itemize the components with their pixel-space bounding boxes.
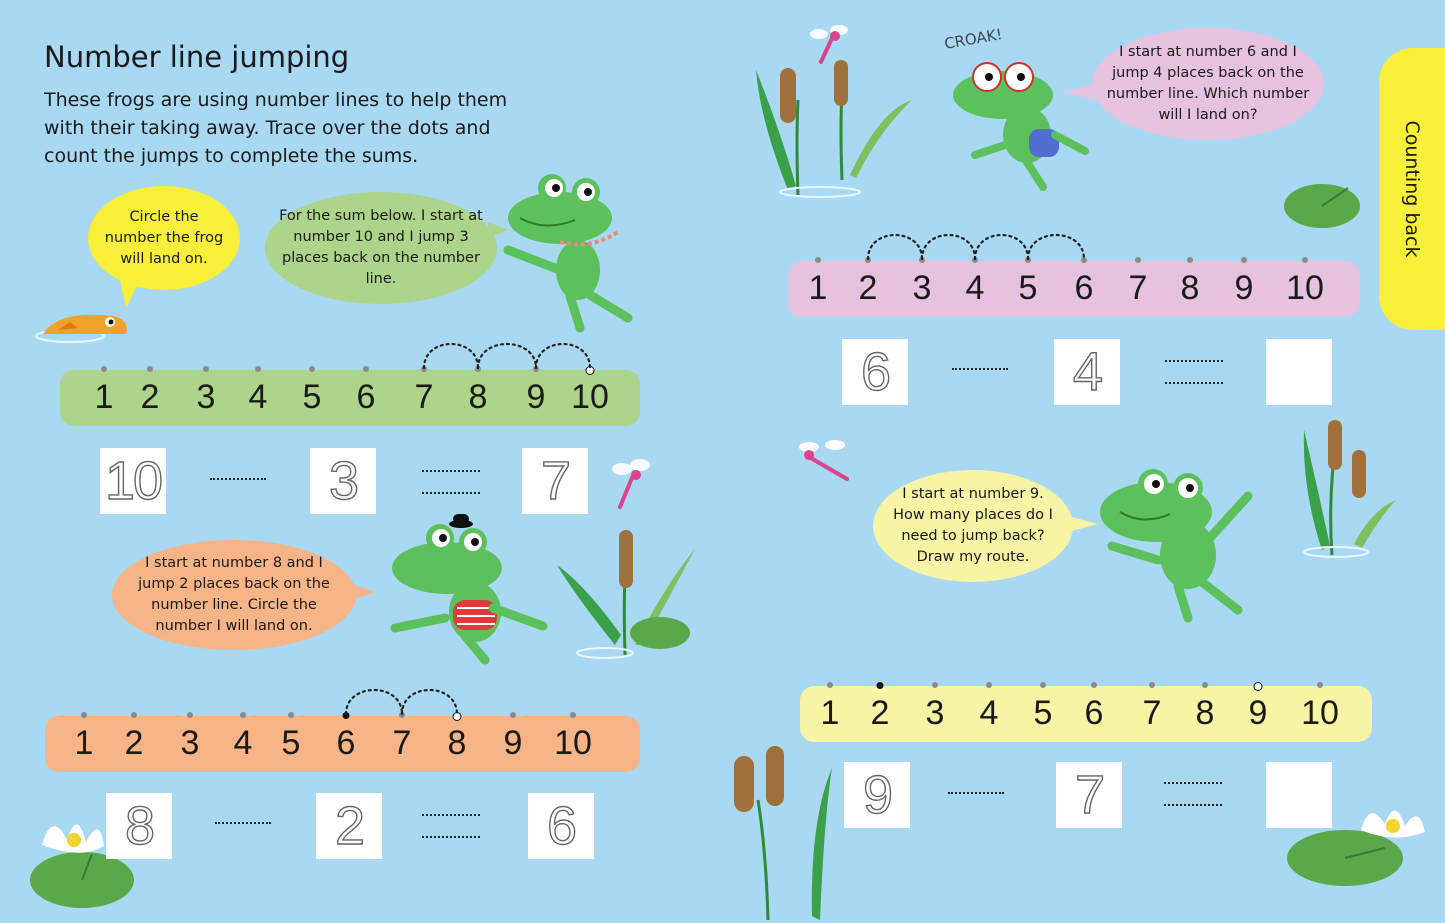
dragonfly-illustration: [600, 455, 660, 513]
number-line-number[interactable]: 10: [571, 378, 609, 416]
number-line-number[interactable]: 6: [356, 378, 376, 416]
number-line-tick: [1135, 257, 1141, 263]
bubble-tail: [350, 584, 376, 600]
number-line-tick: [1040, 682, 1046, 688]
number-line-number[interactable]: 9: [1234, 269, 1254, 307]
instructions: These frogs are using number lines to help them with their taking away. Trace over the dots and count the jumps to complete the sums.: [44, 89, 508, 167]
number-line-number[interactable]: 8: [447, 724, 467, 762]
reeds-bottom-illustration: [728, 740, 838, 920]
number-line-tick: [255, 366, 261, 372]
fish-speech-bubble: Circle the number the frog will land on.: [88, 186, 240, 290]
reeds-right-illustration: [1292, 420, 1402, 560]
number-line-number[interactable]: 2: [870, 694, 890, 732]
traced-digit: 2: [334, 796, 364, 856]
reeds-top-illustration: [750, 60, 915, 200]
number-line-number[interactable]: 4: [965, 269, 985, 307]
number-line-number[interactable]: 7: [1128, 269, 1148, 307]
jump-count-box-orange: [316, 793, 382, 859]
frog-hat-speech-bubble: I start at number 8 and I jump 2 places back on the number line. Circle the number I will land on.: [112, 540, 356, 650]
number-line-tick: [81, 712, 87, 718]
equals-sign-trace: [422, 814, 480, 816]
traced-digit: 7: [1074, 765, 1104, 825]
traced-digit: 9: [862, 765, 892, 825]
number-line-number[interactable]: 9: [526, 378, 546, 416]
number-line-tick: [203, 366, 209, 372]
number-line-number[interactable]: 5: [281, 724, 301, 762]
number-line-tick: [1187, 257, 1193, 263]
jump-count-box-yellow: [1056, 762, 1122, 828]
equals-sign-trace: [422, 470, 480, 472]
reeds-illustration: [555, 525, 700, 660]
number-line-tick: [877, 682, 884, 689]
number-line-number[interactable]: 7: [414, 378, 434, 416]
jump-arc: [920, 223, 977, 263]
number-line-tick: [986, 682, 992, 688]
sum-intro-speech-bubble: For the sum below. I start at number 10 and I jump 3 places back on the number line.: [265, 192, 497, 304]
number-line-tick: [1149, 682, 1155, 688]
number-line-tick: [570, 712, 576, 718]
number-line-number[interactable]: 6: [1074, 269, 1094, 307]
number-line-tick: [240, 712, 246, 718]
minus-sign-trace: [215, 822, 271, 824]
bubble-tail: [488, 222, 508, 238]
number-line-tick: [288, 712, 294, 718]
number-line-number[interactable]: 10: [1301, 694, 1339, 732]
number-line-number[interactable]: 5: [302, 378, 322, 416]
number-line-tick: [101, 366, 107, 372]
jump-arc: [866, 223, 924, 263]
number-line-number[interactable]: 1: [808, 269, 828, 307]
traced-digit: 8: [124, 796, 154, 856]
section-tab: [1379, 48, 1445, 330]
traced-digit: 4: [1072, 342, 1102, 402]
number-line-number[interactable]: 2: [140, 378, 160, 416]
number-line-number[interactable]: 7: [1142, 694, 1162, 732]
section-tab-label: Counting back: [1401, 120, 1423, 258]
number-line-number[interactable]: 3: [180, 724, 200, 762]
number-line-number[interactable]: 6: [1084, 694, 1104, 732]
dragonfly-top-illustration: [805, 18, 855, 66]
start-number-box-orange: [106, 793, 172, 859]
start-number-box-pink: [842, 339, 908, 405]
number-line-number[interactable]: 2: [124, 724, 144, 762]
number-line-tick: [1254, 682, 1263, 691]
minus-sign-trace: [948, 792, 1004, 794]
frog-scarf-illustration: [500, 170, 650, 335]
equals-sign-trace: [1164, 804, 1222, 806]
minus-sign-trace: [952, 368, 1008, 370]
number-line-number[interactable]: 10: [554, 724, 592, 762]
start-number-box-green: [100, 448, 166, 514]
croak-label: CROAK!: [942, 25, 1004, 53]
number-line-number[interactable]: 4: [233, 724, 253, 762]
jump-arc: [1026, 223, 1086, 263]
traced-digit: 7: [540, 451, 570, 511]
fish-illustration: [18, 300, 128, 348]
number-line-tick: [187, 712, 193, 718]
number-line-number[interactable]: 9: [1248, 694, 1268, 732]
answer-box-yellow[interactable]: [1266, 762, 1332, 828]
bubble-tail: [1062, 84, 1096, 100]
lily-pad-illustration: [1282, 180, 1362, 230]
number-line-number[interactable]: 3: [196, 378, 216, 416]
number-line-number[interactable]: 1: [74, 724, 94, 762]
traced-digit: 6: [546, 796, 576, 856]
number-line-number[interactable]: 7: [392, 724, 412, 762]
minus-sign-trace: [210, 478, 266, 480]
number-line-tick: [1202, 682, 1208, 688]
number-line-tick: [1241, 257, 1247, 263]
number-line-number[interactable]: 2: [858, 269, 878, 307]
frog-hat-illustration: [385, 508, 550, 668]
number-line-number[interactable]: 8: [1195, 694, 1215, 732]
number-line-tick: [827, 682, 833, 688]
number-line-number[interactable]: 4: [248, 378, 268, 416]
frog-glasses-speech-bubble: I start at number 6 and I jump 4 places back on the number line. Which number will I land on?: [1092, 28, 1324, 140]
dragonfly-middle-illustration: [795, 435, 855, 485]
bubble-tail: [1068, 516, 1098, 532]
number-line-tick: [1317, 682, 1323, 688]
answer-box-orange[interactable]: [528, 793, 594, 859]
number-line-number[interactable]: 4: [979, 694, 999, 732]
frog-glasses-illustration: [945, 55, 1095, 195]
number-line-number[interactable]: 3: [925, 694, 945, 732]
number-line-number[interactable]: 5: [1018, 269, 1038, 307]
number-line-tick: [309, 366, 315, 372]
bubble-tail: [120, 280, 140, 308]
number-line-tick: [131, 712, 137, 718]
equals-sign-trace: [422, 836, 480, 838]
jump-arc: [476, 332, 538, 372]
number-line-tick: [1302, 257, 1308, 263]
number-line-number[interactable]: 8: [468, 378, 488, 416]
number-line-number[interactable]: 9: [503, 724, 523, 762]
jump-arc: [400, 678, 459, 718]
number-line-number[interactable]: 6: [336, 724, 356, 762]
number-line-tick: [815, 257, 821, 263]
equals-sign-trace: [1165, 360, 1223, 362]
number-line-number[interactable]: 5: [1033, 694, 1053, 732]
number-line-number[interactable]: 1: [820, 694, 840, 732]
number-line-tick: [1091, 682, 1097, 688]
page-title: Number line jumping: [44, 40, 350, 74]
number-line-number[interactable]: 10: [1286, 269, 1324, 307]
number-line-number[interactable]: 3: [912, 269, 932, 307]
number-line-number[interactable]: 8: [1180, 269, 1200, 307]
number-line-tick: [510, 712, 516, 718]
jump-arc: [534, 332, 592, 372]
start-number-box-yellow: [844, 762, 910, 828]
jump-arc: [344, 678, 404, 718]
jump-count-box-pink: [1054, 339, 1120, 405]
jump-count-box-green: [310, 448, 376, 514]
answer-box-green[interactable]: [522, 448, 588, 514]
jump-arc: [422, 332, 480, 372]
equals-sign-trace: [1165, 382, 1223, 384]
traced-digit: 6: [860, 342, 890, 402]
frog-route-speech-bubble: I start at number 9. How many places do I need to jump back? Draw my route.: [873, 470, 1073, 582]
number-line-tick: [363, 366, 369, 372]
number-line-tick: [147, 366, 153, 372]
frog-route-illustration: [1098, 460, 1258, 630]
jump-arc: [973, 223, 1030, 263]
traced-digit: 3: [328, 451, 358, 511]
number-line-number[interactable]: 1: [94, 378, 114, 416]
equals-sign-trace: [1164, 782, 1222, 784]
answer-box-pink[interactable]: [1266, 339, 1332, 405]
equals-sign-trace: [422, 492, 480, 494]
number-line-tick: [932, 682, 938, 688]
traced-digit: 10: [104, 451, 162, 511]
